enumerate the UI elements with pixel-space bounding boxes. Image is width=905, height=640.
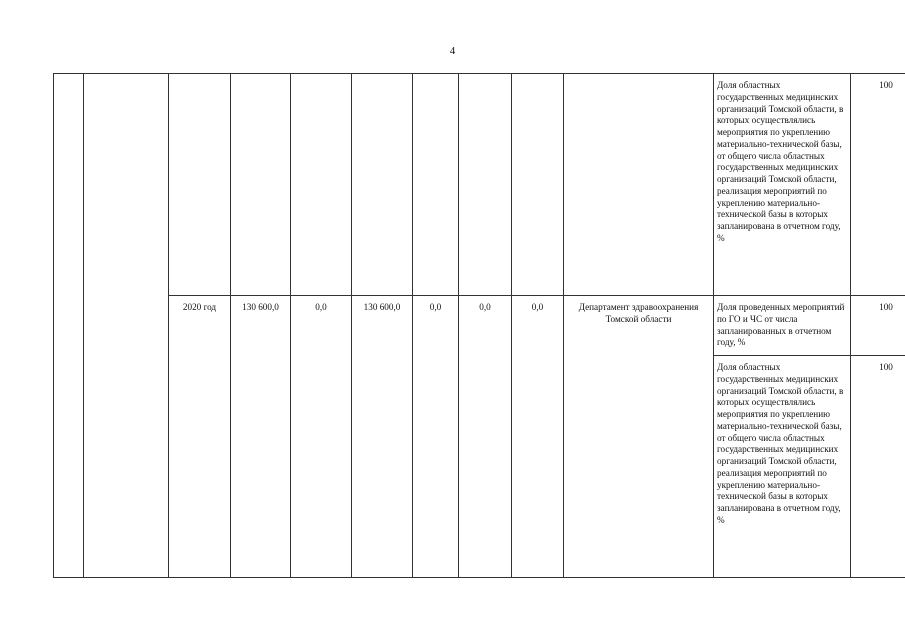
cell-total-empty (231, 74, 291, 296)
indicator-value: 100 (879, 302, 893, 312)
cell-regional-empty (352, 74, 413, 296)
total-value: 130 600,0 (242, 302, 279, 312)
indicator-value-cell (851, 74, 905, 296)
indicator-text: Доля областных государственных медицинских организаций Томской области, в которых осуществлялись мероприятия по укреплению материально-технической базы, от общего числа областных государственных медицинских организаций Томской области, реализация мероприятий по укреплению материально-технической базы в которых запланирована в отчетном году, % (717, 80, 844, 243)
cell-name-col (84, 74, 169, 578)
cell-number-col (54, 74, 84, 578)
indicator-value: 100 (879, 362, 893, 372)
indicator-text: Доля проведенных мероприятий по ГО и ЧС от числа запланированных в отчетном году, % (717, 302, 845, 348)
indicator-cell (714, 356, 851, 578)
cell-department-empty (564, 74, 714, 296)
local-value: 0,0 (429, 302, 442, 312)
federal-value: 0,0 (315, 302, 327, 312)
cell-other-empty (512, 74, 564, 296)
table-row (54, 296, 905, 356)
department-cell (564, 296, 714, 578)
cell-federal-empty (291, 74, 352, 296)
total-cell (231, 296, 291, 578)
page-number: 4 (449, 45, 456, 57)
other-cell (512, 296, 564, 578)
tfoms-cell (459, 296, 512, 578)
indicator-value-cell (851, 296, 905, 356)
department-label: Департамент здравоохранения Томской области (578, 302, 699, 324)
indicator-text: Доля областных государственных медицинских организаций Томской области, в которых осуществлялись мероприятия по укреплению материально-технической базы, от общего числа областных государственных медицинских организаций Томской области, реализация мероприятий по укреплению материально-технической базы в которых запланирована в отчетном году, % (717, 362, 844, 525)
cell-year-empty (169, 74, 231, 296)
cell-local-empty (413, 74, 459, 296)
table-row (54, 74, 905, 296)
indicator-cell (714, 296, 851, 356)
year-label: 2020 год (182, 302, 217, 312)
federal-cell (291, 296, 352, 578)
local-cell (413, 296, 459, 578)
regional-value: 130 600,0 (363, 302, 401, 312)
indicator-value-cell (851, 356, 905, 578)
other-value: 0,0 (531, 302, 544, 312)
cell-tfoms-empty (459, 74, 512, 296)
year-cell (169, 296, 231, 578)
indicator-value: 100 (879, 80, 893, 90)
indicator-cell (714, 74, 851, 296)
program-table (53, 73, 905, 578)
regional-cell (352, 296, 413, 578)
tfoms-value: 0,0 (479, 302, 491, 312)
